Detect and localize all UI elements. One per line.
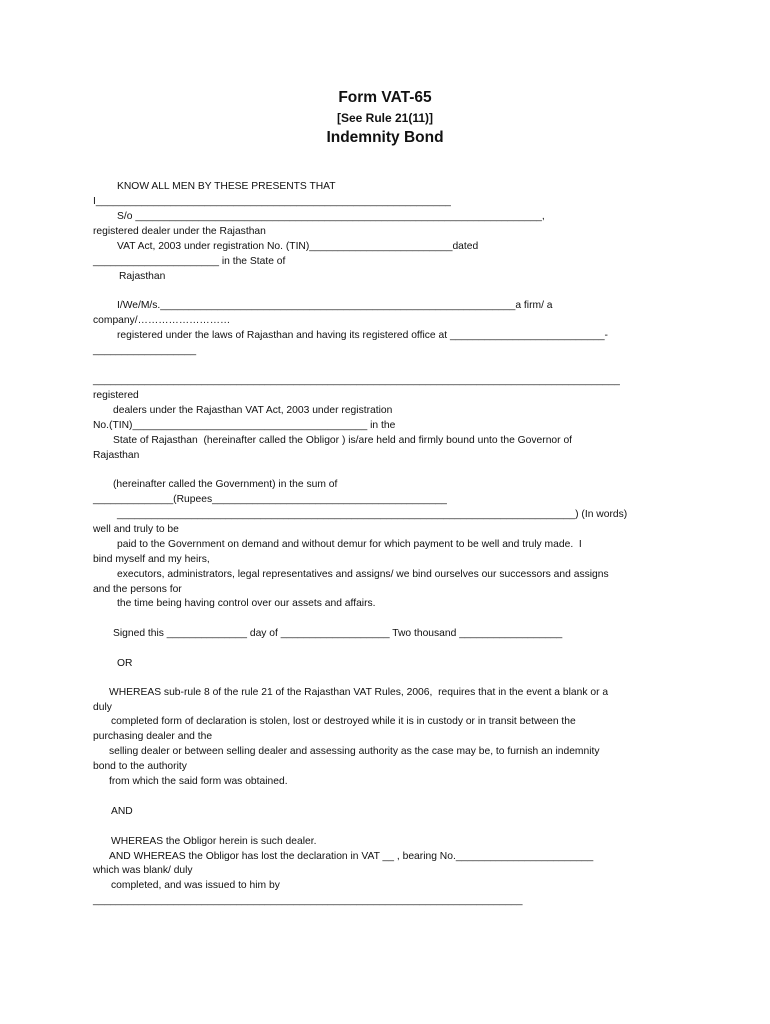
text-line: Rajasthan [93, 450, 140, 461]
text-line: which was blank/ duly [93, 865, 193, 876]
text-line: ____________________________________________________________________________________________ [93, 375, 620, 386]
text-line: company/……………………… [93, 315, 231, 326]
text-line: executors, administrators, legal representatives and assigns/ we bind ourselves our successors and assigns [117, 569, 609, 580]
text-line: ______________(Rupees_________________________________________ [93, 494, 447, 505]
text-line: registered dealer under the Rajasthan [93, 226, 266, 237]
text-line: registered [93, 390, 139, 401]
text-line: and the persons for [93, 584, 182, 595]
text-line: OR [117, 658, 133, 669]
text-line: Signed this ______________ day of ___________________ Two thousand __________________ [113, 628, 563, 639]
text-line: completed form of declaration is stolen, lost or destroyed while it is in custody or in transit between the [111, 716, 576, 727]
text-line: registered under the laws of Rajasthan and having its registered office at ___________________________- [117, 330, 608, 341]
document-title: Indemnity Bond [326, 129, 444, 146]
text-line: State of Rajasthan (hereinafter called the Obligor ) is/are held and firmly bound unto the Governor of [113, 435, 573, 446]
text-line: from which the said form was obtained. [109, 776, 288, 787]
text-line: (hereinafter called the Government) in the sum of [113, 479, 338, 490]
text-line: bond to the authority [93, 761, 187, 772]
text-line: dealers under the Rajasthan VAT Act, 2003 under registration [113, 405, 393, 416]
text-line: I/We/M/s.______________________________________________________________a firm/ a [117, 300, 553, 311]
text-line: selling dealer or between selling dealer and assessing authority as the case may be, to furnish an indemnity [109, 746, 600, 757]
text-line: paid to the Government on demand and without demur for which payment to be well and truly made. I [117, 539, 582, 550]
text-line: ___________________________________________________________________________ [93, 895, 523, 906]
text-line: well and truly to be [93, 524, 179, 535]
text-line: ________________________________________________________________________________) (In words) [117, 509, 628, 520]
text-line: AND [111, 806, 133, 817]
text-line: VAT Act, 2003 under registration No. (TIN)_________________________dated [117, 241, 479, 252]
text-line: WHEREAS the Obligor herein is such dealer. [111, 836, 317, 847]
text-line: duly [93, 702, 112, 713]
text-line: bind myself and my heirs, [93, 554, 210, 565]
text-line: WHEREAS sub-rule 8 of the rule 21 of the Rajasthan VAT Rules, 2006, requires that in the event a blank or a [109, 687, 609, 698]
text-line: S/o _______________________________________________________________________, [117, 211, 545, 222]
text-line: I______________________________________________________________ [93, 196, 451, 207]
text-line: ______________________ in the State of [93, 256, 286, 267]
text-line: __________________ [93, 345, 197, 356]
text-line: completed, and was issued to him by [111, 880, 280, 891]
text-line: purchasing dealer and the [93, 731, 213, 742]
text-line: AND WHEREAS the Obligor has lost the declaration in VAT __ , bearing No.________________________ [109, 851, 594, 862]
rule-reference: [See Rule 21(11)] [336, 111, 434, 125]
text-line: Rajasthan [119, 271, 166, 282]
form-title: Form VAT-65 [338, 89, 432, 106]
text-line: No.(TIN)_________________________________________ in the [93, 420, 396, 431]
text-line: the time being having control over our assets and affairs. [117, 598, 376, 609]
text-line: KNOW ALL MEN BY THESE PRESENTS THAT [117, 181, 336, 192]
